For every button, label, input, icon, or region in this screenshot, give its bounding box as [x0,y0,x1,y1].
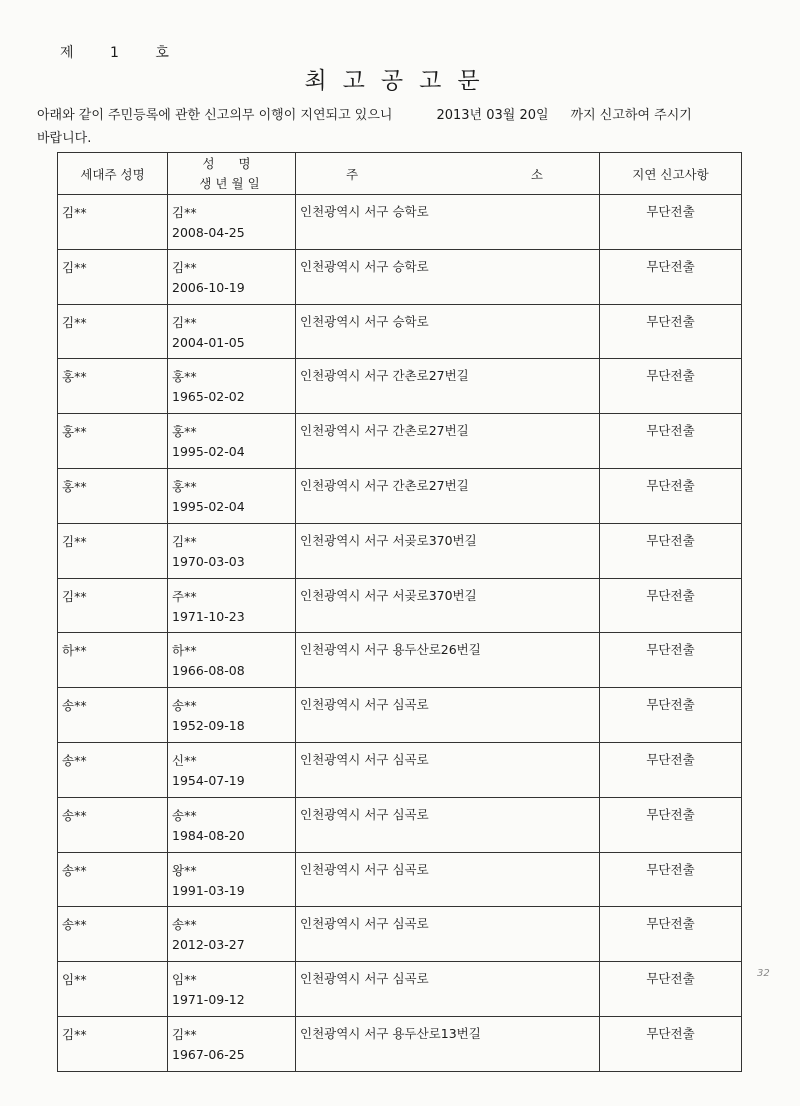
delay-status-cell: 무단전출 [600,249,742,304]
delay-status-cell: 무단전출 [600,523,742,578]
person-cell [168,414,296,469]
person-cell [168,633,296,688]
householder-name-cell: 홍** [58,359,168,414]
person-name: 김** [172,533,197,549]
householder-name-cell: 송** [58,742,168,797]
birth-date: 1971-09-12 [172,992,245,1008]
delay-status-cell: 무단전출 [600,359,742,414]
address-cell: 인천광역시 서구 승학로 [296,195,600,250]
person-cell [168,962,296,1017]
delay-status-cell: 무단전출 [600,742,742,797]
intro-text-part2: 까지 신고하여 주시기 [570,108,692,123]
householder-name-cell: 김** [58,578,168,633]
householder-name-cell: 홍** [58,468,168,523]
address-cell: 인천광역시 서구 용두산로13번길 [296,1016,600,1071]
householder-name-cell: 김** [58,523,168,578]
address-cell: 인천광역시 서구 간촌로27번길 [296,468,600,523]
birth-date: 1971-10-23 [172,608,245,624]
person-name: 김** [172,314,197,330]
person-cell [168,688,296,743]
table-row [58,414,742,469]
table-row [58,633,742,688]
intro-text-part1: 아래와 같이 주민등록에 관한 신고의무 이행이 지연되고 있으니 [37,108,393,123]
householder-name-cell: 하** [58,633,168,688]
table-row [58,359,742,414]
address-cell: 인천광역시 서구 심곡로 [296,797,600,852]
column-header-delay: 지연 신고사항 [600,153,742,195]
householder-name-cell: 김** [58,304,168,359]
column-header-person [168,153,296,195]
table-row [58,304,742,359]
address-cell: 인천광역시 서구 심곡로 [296,962,600,1017]
address-cell: 인천광역시 서구 간촌로27번길 [296,359,600,414]
householder-name-cell: 송** [58,852,168,907]
person-cell [168,523,296,578]
person-cell [168,742,296,797]
address-cell: 인천광역시 서구 서곶로370번길 [296,523,600,578]
householder-name-cell: 송** [58,797,168,852]
address-cell: 인천광역시 서구 승학로 [296,304,600,359]
column-header-birth-date: 생년월일 [199,175,264,191]
birth-date: 2006-10-19 [172,279,245,295]
notice-table [57,152,742,1072]
householder-name-cell: 임** [58,962,168,1017]
birth-date: 1967-06-25 [172,1046,245,1062]
table-row [58,907,742,962]
intro-text-line2: 바랍니다. [37,131,92,146]
address-cell: 인천광역시 서구 용두산로26번길 [296,633,600,688]
person-cell [168,797,296,852]
column-header-person-name: 성 명 [202,155,261,171]
address-cell: 인천광역시 서구 심곡로 [296,742,600,797]
delay-status-cell: 무단전출 [600,468,742,523]
document-title: 최고공고문 [304,68,496,94]
person-cell [168,1016,296,1071]
birth-date: 1984-08-20 [172,827,245,843]
householder-name-cell: 김** [58,195,168,250]
person-name: 김** [172,205,197,220]
person-cell [168,249,296,304]
person-cell [168,195,296,250]
person-name: 송** [172,698,197,714]
person-name: 하** [172,643,197,659]
table-body [58,195,742,1072]
address-cell: 인천광역시 서구 심곡로 [296,688,600,743]
margin-handwritten-mark: 32 [757,968,770,979]
table-row [58,578,742,633]
birth-date: 1991-03-19 [172,882,245,898]
table-row [58,523,742,578]
birth-date: 1966-08-08 [172,663,245,679]
person-name: 홍** [172,478,197,494]
person-cell [168,578,296,633]
birth-date: 1995-02-04 [172,444,245,460]
document-number: 제 1 호 [60,45,171,61]
delay-status-cell: 무단전출 [600,414,742,469]
table-row [58,1016,742,1071]
householder-name-cell: 김** [58,249,168,304]
birth-date: 2012-03-27 [172,937,245,953]
person-name: 김** [172,259,197,275]
person-cell [168,359,296,414]
table-row [58,797,742,852]
person-name: 김** [172,1026,197,1042]
delay-status-cell: 무단전출 [600,195,742,250]
column-header-address [296,153,600,195]
delay-status-cell: 무단전출 [600,578,742,633]
address-cell: 인천광역시 서구 간촌로27번길 [296,414,600,469]
person-name: 주** [172,588,197,604]
intro-text [37,104,777,123]
column-header-address-right: 소 [530,166,543,182]
delay-status-cell: 무단전출 [600,633,742,688]
householder-name-cell: 송** [58,688,168,743]
column-header-householder: 세대주 성명 [58,153,168,195]
person-name: 송** [172,917,197,933]
delay-status-cell: 무단전출 [600,797,742,852]
householder-name-cell: 김** [58,1016,168,1071]
birth-date: 1965-02-02 [172,389,245,405]
address-cell: 인천광역시 서구 심곡로 [296,907,600,962]
table-row [58,852,742,907]
column-header-address-left: 주 [346,166,359,182]
delay-status-cell: 무단전출 [600,688,742,743]
householder-name-cell: 홍** [58,414,168,469]
birth-date: 1970-03-03 [172,553,245,569]
table-row [58,249,742,304]
address-cell: 인천광역시 서구 승학로 [296,249,600,304]
birth-date: 1995-02-04 [172,498,245,514]
birth-date: 2008-04-25 [172,225,245,240]
table-header-row [58,153,742,195]
table-row [58,468,742,523]
person-name: 홍** [172,424,197,440]
delay-status-cell: 무단전출 [600,852,742,907]
intro-deadline-date: 2013년 03월 20일 [436,108,549,123]
delay-status-cell: 무단전출 [600,907,742,962]
delay-status-cell: 무단전출 [600,962,742,1017]
person-cell [168,852,296,907]
person-name: 홍** [172,369,197,385]
table-row [58,688,742,743]
birth-date: 2004-01-05 [172,334,245,350]
birth-date: 1952-09-18 [172,718,245,734]
table-row [58,742,742,797]
address-cell: 인천광역시 서구 서곶로370번길 [296,578,600,633]
householder-name-cell: 송** [58,907,168,962]
address-cell: 인천광역시 서구 심곡로 [296,852,600,907]
table-row [58,962,742,1017]
person-cell [168,468,296,523]
person-name: 임** [172,972,197,988]
person-cell [168,304,296,359]
person-name: 송** [172,807,197,823]
person-name: 왕** [172,862,197,878]
birth-date: 1954-07-19 [172,772,245,788]
table-row [58,195,742,250]
person-cell [168,907,296,962]
delay-status-cell: 무단전출 [600,304,742,359]
person-name: 신** [172,752,197,768]
delay-status-cell: 무단전출 [600,1016,742,1071]
